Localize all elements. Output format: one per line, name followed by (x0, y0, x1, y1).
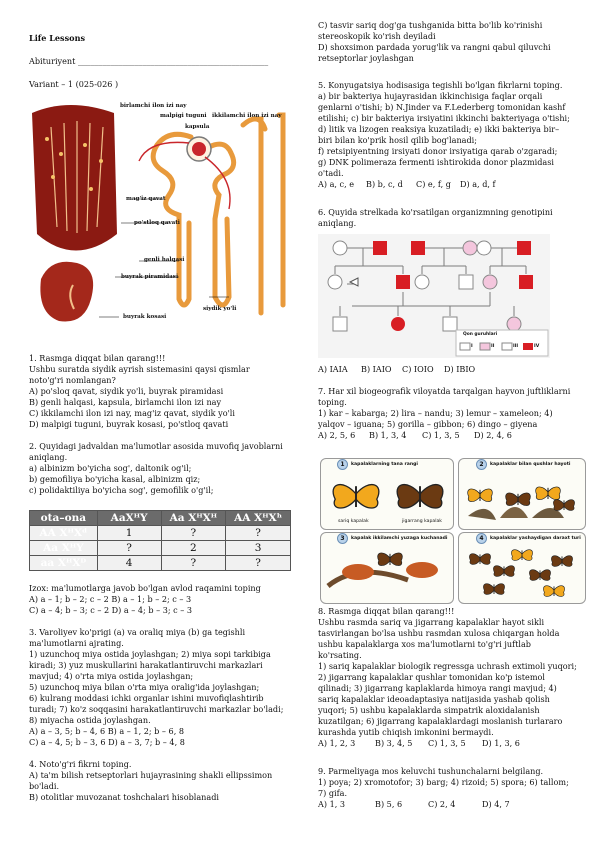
q9-answer-d: D) 4, 7 (482, 799, 510, 809)
q4-line: retseptorlar joylashgan (318, 53, 414, 63)
q3-answers-ab: A) a – 3, 5; b – 4, 6 B) a – 1, 2; b – 6, 8 (29, 726, 184, 736)
q4-option-a: A) ta'm bilish retseptorlari hujayrasining shakli ellipssimon (29, 770, 273, 780)
q4-option-b: B) otolitlar muvozanat toshchalari hisoblanadi (29, 792, 219, 802)
q8-line: tasvirlangan bo'lsa ushbu rasmdan xulosa chiqargan holda (318, 628, 560, 638)
legend-item: IV (534, 344, 540, 349)
q5-answer-a: A) a, c, e (318, 179, 355, 189)
page-title: Life Lessons (29, 33, 86, 43)
q7-line: 7. Har xil biogeografik viloyatda tarqalgan hayvon juftliklarni (318, 386, 571, 396)
q2-line: b) gemofiliya bo'yicha kasal, albinizm qiz; (29, 474, 201, 484)
table-header-row (30, 511, 291, 526)
nephron-figure (29, 99, 299, 344)
label-genli-halqasi: genli halqasi (144, 257, 185, 263)
q5-line: 5. Konyugatsiya hodisasiga tegishli bo'lgan fikrlarni toping. (318, 80, 563, 90)
label-buyrak-kosasi: buyrak kosasi (123, 314, 167, 320)
table-cell: 1 (97, 526, 161, 541)
table-row (30, 526, 291, 541)
q1-line: noto'g'ri nomlangan? (29, 375, 116, 385)
panel-1-label-yellow: sariq kapalak (338, 519, 369, 524)
pedigree-figure (318, 234, 550, 358)
panel-1-label-brown: jigarrang kapalak (402, 519, 442, 524)
label-kapsula: kapsula (185, 124, 210, 130)
q3-answers-cd: C) a – 4, 5; b – 3, 6 D) a – 3, 7; b – 4, 8 (29, 737, 185, 747)
panel-number: 2 (476, 459, 487, 470)
q3-line: 6) kulrang moddasi ichki organlar ishini muvofiqlashtirib (29, 693, 264, 703)
table-row (30, 541, 291, 556)
q4-line: 4. Noto'g'ri fikrni toping. (29, 759, 132, 769)
q3-line: 5) uzunchoq miya bilan o'rta miya oralig'ida joylashgan; (29, 682, 260, 692)
q5-line: biri bilan ko'prik hosil qilib bog'lanadi; (318, 135, 477, 145)
panel-number: 1 (337, 459, 348, 470)
q6-line: aniqlang. (318, 218, 357, 228)
q8-answer-d: D) 1, 3, 6 (482, 738, 520, 748)
q5-answer-d: D) a, d, f (460, 179, 496, 189)
table-row-label: Aa XᴴY (30, 541, 98, 556)
label-ikkilamchi-ilon-izi-nay: ikkilamchi ilon izi nay (212, 113, 282, 119)
panel-1-title: kapalaklarning tana rangi (351, 462, 418, 467)
table-cell: 4 (97, 556, 161, 571)
butterfly-figure (318, 454, 586, 604)
q5-answer-c: C) e, f, g (416, 179, 451, 189)
q5-line: f) retsipiyentning irsiyati donor irsiyatiga qarab o'zgaradi; (318, 146, 558, 156)
table-row-label: aa XᴴXᴰ (30, 556, 98, 571)
butterfly-illustrations (318, 454, 586, 604)
q9-answer-c: C) 2, 4 (428, 799, 456, 809)
q7-line: yalqov – iguana; 5) gorilla – gibbon; 6) dingo – giyena (318, 419, 538, 429)
panel-2-title: kapalaklar bilan qushlar hayoti (490, 462, 571, 467)
q2-line: c) polidaktiliya bo'yicha sog', gemofilik o'g'il; (29, 485, 214, 495)
q6-answer-a: A) IAIA (318, 364, 348, 374)
q4-option-d: D) shoxsimon pardada yorug'lik va rangni qabul qiluvchi (318, 42, 551, 52)
table-row (30, 556, 291, 571)
q5-line: a) bir bakteriya hujayrasidan ikkinchisiga faqlar orqali (318, 91, 543, 101)
q1-option-b: B) genli halqasi, kapsula, birlamchi ilon izi nay (29, 397, 222, 407)
table-cell: 2 (161, 541, 226, 556)
q2-line: 2. Quyidagi jadvaldan ma'lumotlar asosida muvofiq javoblarni (29, 441, 283, 451)
q4-option-c: C) tasvir sariq dog'ga tushganida bitta bo'lib ko'rinishi (318, 20, 543, 30)
q4-line: stereoskopik ko'rish deyiladi (318, 31, 436, 41)
q8-line: ko'rsating. (318, 650, 362, 660)
q2-answers-ab: A) a – 1; b – 2; c – 2 B) a – 1; b – 2; c – 3 (29, 594, 192, 604)
q8-line: 2) jigarrang kapalaklar qushlar tomonidan ko'p istemol (318, 672, 545, 682)
q8-line: sariq kapalaklar ideoadaptasiya natijasida yashab qolish (318, 694, 550, 704)
label-siydik-yoli: siydik yo'li (203, 306, 237, 312)
panel-number: 3 (337, 533, 348, 544)
legend-item: I (471, 344, 473, 349)
q5-line: genlarni o'tishi; b) N.Jinder va F.Lederberg tomonidan kashf (318, 102, 566, 112)
table-cell: ? (161, 556, 226, 571)
q6-answer-c: C) IOIO (402, 364, 434, 374)
q7-answer-a: A) 2, 5, 6 (318, 430, 356, 440)
q2-note: Izox: ma'lumotlarga javob bo'lgan avlod raqamini toping (29, 583, 261, 593)
q9-line: 1) poya; 2) xromotofor; 3) barg; 4) rizoid; 5) spora; 6) tallom; (318, 777, 569, 787)
label-malpigi-tuguni: malpigi tuguni (160, 113, 207, 119)
q8-line: 1) sariq kapalaklar biologik regressga uchrash extimoli yuqori; (318, 661, 577, 671)
q5-answer-b: B) b, c, d (366, 179, 403, 189)
q3-line: 1) uzunchoq miya ostida joylashgan; 2) miya sopi tarkibiga (29, 649, 271, 659)
label-magiz-qavat: mag'iz qavat (126, 196, 166, 202)
q1-option-c: C) ikkilamchi ilon izi nay, mag'iz qavat, siydik yo'li (29, 408, 235, 418)
q6-answer-b: B) IAIO (361, 364, 392, 374)
table-header-cell: AaXᴴY (97, 511, 161, 526)
abituriyent-line: Abituriyent _______________________________________________ (29, 56, 269, 66)
table-row-label: AA XᴴXᵈ (30, 526, 98, 541)
q5-line: g) DNK polimeraza fermenti ishtirokida donor plazmidasi (318, 157, 554, 167)
q3-line: mavjud; 4) o'rta miya ostida joylashgan; (29, 671, 194, 681)
table-cell: ? (97, 541, 161, 556)
kidney-cortex-shape (32, 105, 117, 251)
q3-line: ma'lumotlarni ajrating. (29, 638, 124, 648)
q1-line: 1. Rasmga diqqat bilan qarang!!! (29, 353, 166, 363)
q5-line: o'tadi. (318, 168, 344, 178)
q2-answers-cd: C) a – 4; b – 3; c – 2 D) a – 4; b – 3; c – 3 (29, 605, 193, 615)
label-buyrak-piramidasi: buyrak piramidasi (121, 274, 179, 280)
table-cell: 3 (226, 541, 291, 556)
q1-line: Ushbu suratda siydik ayrish sistemasini qaysi qismlar (29, 364, 250, 374)
q7-answer-d: D) 2, 4, 6 (474, 430, 512, 440)
q8-answer-b: B) 3, 4, 5 (375, 738, 413, 748)
table-cell: ? (161, 526, 226, 541)
table-cell: ? (226, 526, 291, 541)
small-kidney-shape (40, 262, 93, 322)
table-cell: ? (226, 556, 291, 571)
q7-line: toping. (318, 397, 347, 407)
legend-title: Qon guruhlari (463, 332, 498, 337)
q3-line: kiradi; 3) yuz muskullarini harakatlantiruvchi markazlari (29, 660, 263, 670)
table-header-cell: AA XᴴXʰ (226, 511, 291, 526)
q6-line: 6. Quyida strelkada ko'rsatilgan organizmning genotipini (318, 207, 553, 217)
variant-label: Variant – 1 (025-026 ) (29, 79, 119, 89)
q4-line: bo'ladi. (29, 781, 60, 791)
q2-line: a) albinizm bo'yicha sog', daltonik og'il; (29, 463, 192, 473)
q9-line: 7) gifa. (318, 788, 348, 798)
q1-option-a: A) po'sloq qavat, siydik yo'li, buyrak piramidasi (29, 386, 224, 396)
q3-line: turadi; 7) ko'z soqqasini harakatlantiruvchi markazlar bo'ladi; (29, 704, 284, 714)
q8-line: kurashda yutib chiqish imkonini bermaydi. (318, 727, 494, 737)
q3-line: 3. Varoliyev ko'prigi (a) va oraliq miya (b) ga tegishli (29, 627, 246, 637)
q8-line: 8. Rasmga diqqat bilan qarang!!! (318, 606, 455, 616)
q5-line: d) litik va lizogen reaksiya kuzatiladi; e) ikki bakteriya bir– (318, 124, 560, 134)
q8-line: ushbu kapalaklarga xos ma'lumotlarni to'g'ri juftlab (318, 639, 531, 649)
panel-number: 4 (476, 533, 487, 544)
q7-line: 1) kar – kabarga; 2) lira – nandu; 3) lemur – xameleon; 4) (318, 408, 553, 418)
label-birlamchi-ilon-izi-nay: birlamchi ilon izi nay (120, 103, 187, 109)
q5-line: etilishi; c) bir bakteriya irsiyatini ikkinchi bakteriyaga o'tishi; (318, 113, 570, 123)
label-postloq-qavati: po'stloq qavati (134, 220, 180, 226)
q7-answer-c: C) 1, 3, 5 (422, 430, 460, 440)
q8-line: qilinadi; 3) jigarrang kaplaklarda himoya rangi mavjud; 4) (318, 683, 557, 693)
legend-item: III (513, 344, 519, 349)
q8-line: Ushbu rasmda sariq va jigarrang kapalaklar hayot sikli (318, 617, 545, 627)
q2-line: aniqlang. (29, 452, 68, 462)
panel-3-title: kapalak ikkilamchi yuzaga kuchanadi (351, 536, 448, 541)
q3-line: 8) miyacha ostida joylashgan. (29, 715, 151, 725)
q9-line: 9. Parmeliyaga mos keluvchi tushunchalarni belgilang. (318, 766, 544, 776)
legend-item: II (491, 344, 495, 349)
panel-4-title: kapalaklar yashaydigan daraxt turi (490, 536, 581, 541)
table-header-cell: ota–ona (30, 511, 98, 526)
q6-answer-d: D) IBIO (444, 364, 476, 374)
q8-answer-a: A) 1, 2, 3 (318, 738, 356, 748)
table-header-cell: Aa XᴴXᴴ (161, 511, 226, 526)
genotype-table (29, 510, 291, 571)
q1-option-d: D) malpigi tuguni, buyrak kosasi, po'stloq qavati (29, 419, 229, 429)
q7-answer-b: B) 1, 3, 4 (369, 430, 407, 440)
glomerulus-core (192, 142, 206, 156)
q8-answer-c: C) 1, 3, 5 (428, 738, 466, 748)
pedigree-chart (318, 234, 550, 358)
q9-answer-a: A) 1, 3 (318, 799, 346, 809)
q9-answer-b: B) 5, 6 (375, 799, 403, 809)
q8-line: kuzatilgan; 6) jigarrang kapalaklardagi moslanish turlararo (318, 716, 563, 726)
q8-line: yuqori; 5) ushbu kapalaklarda simpatrik aloxidalanish (318, 705, 540, 715)
